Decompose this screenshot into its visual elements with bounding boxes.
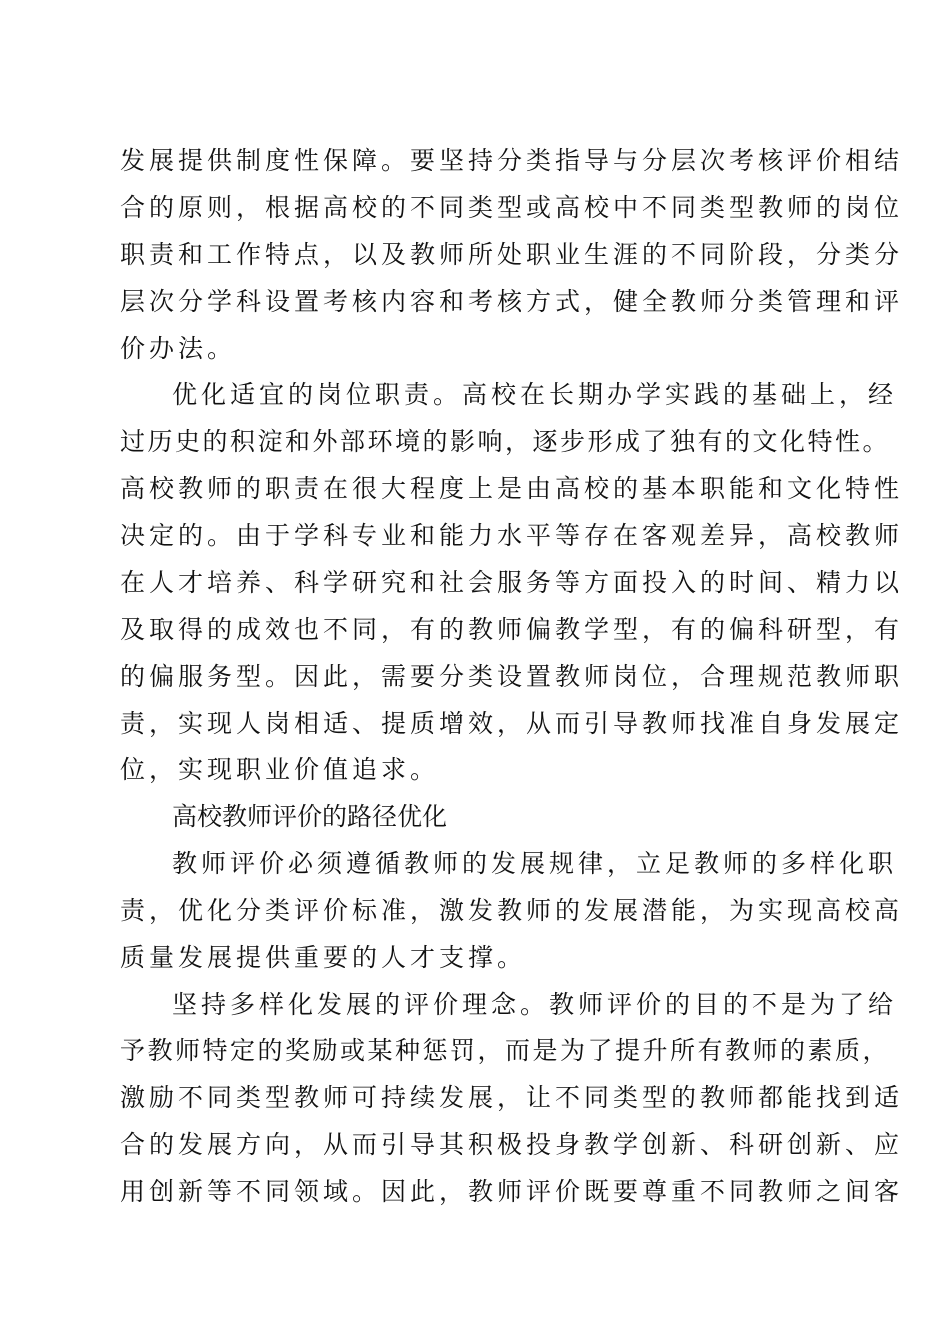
text-line-7: 过历史的积淀和外部环境的影响，逐步形成了独有的文化特性。 (120, 427, 891, 456)
text-line-23: 用创新等不同领域。因此，教师评价既要尊重不同教师之间客 (120, 1177, 904, 1206)
text-line-11: 及取得的成效也不同，有的教师偏教学型，有的偏科研型，有 (120, 615, 904, 644)
text-line-17: 责，优化分类评价标准，激发教师的发展潜能，为实现高校高 (120, 896, 904, 925)
text-line-18: 质量发展提供重要的人才支撑。 (120, 943, 527, 972)
text-line-5: 价办法。 (120, 334, 237, 363)
text-line-2: 合的原则，根据高校的不同类型或高校中不同类型教师的岗位 (120, 193, 904, 222)
section-heading: 高校教师评价的路径优化 (172, 802, 448, 831)
text-line-3: 职责和工作特点，以及教师所处职业生涯的不同阶段，分类分 (120, 240, 904, 269)
text-line-22: 合的发展方向，从而引导其积极投身教学创新、科研创新、应 (120, 1130, 904, 1159)
text-line-20: 予教师特定的奖励或某种惩罚，而是为了提升所有教师的素质， (120, 1036, 891, 1065)
text-line-4: 层次分学科设置考核内容和考核方式，健全教师分类管理和评 (120, 287, 904, 316)
text-line-21: 激励不同类型教师可持续发展，让不同类型的教师都能找到适 (120, 1083, 904, 1112)
text-line-1: 发展提供制度性保障。要坚持分类指导与分层次考核评价相结 (120, 146, 904, 175)
text-line-16: 教师评价必须遵循教师的发展规律，立足教师的多样化职 (172, 849, 898, 878)
text-line-10: 在人才培养、科学研究和社会服务等方面投入的时间、精力以 (120, 568, 904, 597)
text-line-9: 决定的。由于学科专业和能力水平等存在客观差异，高校教师 (120, 521, 904, 550)
text-line-19: 坚持多样化发展的评价理念。教师评价的目的不是为了给 (172, 990, 898, 1019)
text-line-13: 责，实现人岗相适、提质增效，从而引导教师找准自身发展定 (120, 709, 904, 738)
text-line-6: 优化适宜的岗位职责。高校在长期办学实践的基础上，经 (172, 380, 898, 409)
text-line-8: 高校教师的职责在很大程度上是由高校的基本职能和文化特性 (120, 474, 904, 503)
text-line-12: 的偏服务型。因此，需要分类设置教师岗位，合理规范教师职 (120, 662, 904, 691)
text-line-14: 位，实现职业价值追求。 (120, 755, 440, 784)
